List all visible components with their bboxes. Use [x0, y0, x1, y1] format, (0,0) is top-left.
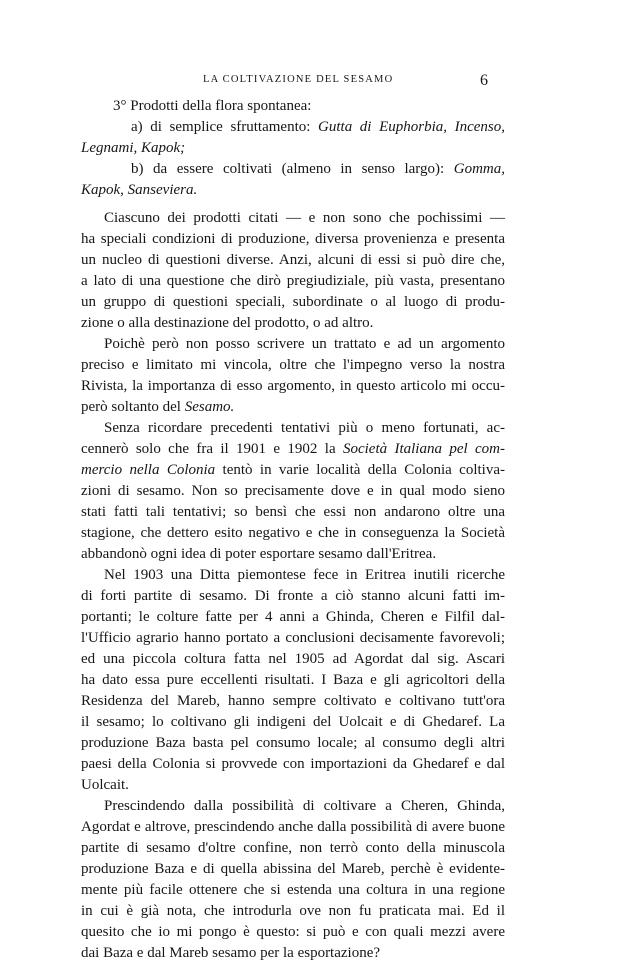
paragraph-line: a lato di una questione che dirò pregiudiziale, più vasta, presentano — [81, 273, 505, 289]
page-header — [0, 72, 644, 94]
paragraph-line: però soltanto del Sesamo. — [81, 399, 235, 415]
paragraph-line: un gruppo di questioni speciali, subordinate o al luogo di produ- — [81, 294, 505, 310]
paragraph-2 — [81, 334, 505, 418]
paragraph-line: zioni di sesamo. Non so precisamente dove e in qual modo sieno — [81, 483, 505, 499]
paragraph-line: Agordat e altrove, prescindendo anche dalla possibilità di avere buone — [81, 819, 505, 835]
paragraph-line: in cui è già nota, che introdurla ove non fu praticata mai. Ed il — [81, 903, 505, 919]
paragraph-line: quesito che io mi pongo è questo: si può e con quali mezzi avere — [81, 924, 505, 940]
paragraph-line: stagione, che dettero esito negativo e che in conseguenza la Società — [81, 525, 505, 541]
paragraph-line: Uolcait. — [81, 777, 129, 793]
paragraph-line: Poichè però non posso scrivere un trattato e ad un argomento — [104, 336, 505, 352]
paragraph-line: mercio nella Colonia tentò in varie località della Colonia coltiva- — [81, 462, 505, 478]
paragraph-line: ed una piccola coltura fatta nel 1905 ad Agordat dal sig. Ascari — [81, 651, 505, 667]
paragraph-line: Senza ricordare precedenti tentativi più o meno fortunati, ac- — [104, 420, 505, 436]
paragraph-line: mente più facile ottenere che si estenda una coltura in una regione — [81, 882, 505, 898]
page-number: 6 — [480, 72, 488, 89]
paragraph-line: un nucleo di questioni diverse. Anzi, alcuni di essi si può dire che, — [81, 252, 505, 268]
paragraph-line: ha speciali condizioni di produzione, diversa provenienza e presenta — [81, 231, 505, 247]
paragraph-line: Ciascuno dei prodotti citati — e non sono che pochissimi — — [104, 210, 505, 226]
list-item-a-cont: Legnami, Kapok; — [81, 140, 186, 156]
paragraph-line: Residenza del Mareb, hanno sempre coltivato e coltivano tutt'ora — [81, 693, 505, 709]
list-heading: 3° Prodotti della flora spontanea: — [113, 98, 312, 114]
list-item-b: b) da essere coltivati (almeno in senso largo): Gomma, — [131, 161, 505, 177]
paragraph-line: paesi della Colonia si provvede con importazioni da Ghedaref e dal — [81, 756, 505, 772]
paragraph-line: zione o alla destinazione del prodotto, o ad altro. — [81, 315, 374, 331]
paragraph-line: preciso e limitato mi vincola, oltre che l'impegno verso la nostra — [81, 357, 505, 373]
paragraph-line: Prescindendo dalla possibilità di coltivare a Cheren, Ghinda, — [104, 798, 505, 814]
list-item-b-cont: Kapok, Sanseviera. — [81, 182, 198, 198]
paragraph-line: partite di sesamo d'oltre confine, non terrò conto della minuscola — [81, 840, 505, 856]
body-text — [81, 96, 505, 964]
paragraph-4 — [81, 565, 505, 796]
paragraph-line: di forti partite di sesamo. Di fronte a ciò stanno alcuni fatti im- — [81, 588, 505, 604]
paragraph-line: produzione Baza e di quella abissina del Mareb, perchè è evidente- — [81, 861, 505, 877]
paragraph-1 — [81, 208, 505, 334]
list-item-a: a) di semplice sfruttamento: Gutta di Euphorbia, Incenso, — [131, 119, 505, 135]
paragraph-line: ha dato essa pure eccellenti risultati. I Baza e gli agricoltori della — [81, 672, 505, 688]
running-title: LA COLTIVAZIONE DEL SESAMO — [203, 74, 394, 85]
paragraph-line: Nel 1903 una Ditta piemontese fece in Eritrea inutili ricerche — [104, 567, 505, 583]
paragraph-line: Rivista, la importanza di esso argomento, in questo articolo mi occu- — [81, 378, 505, 394]
paragraph-line: produzione Baza basta pel consumo locale; al consumo degli altri — [81, 735, 505, 751]
paragraph-line: il sesamo; lo coltivano gli indigeni del Uolcait e di Ghedaref. La — [81, 714, 505, 730]
paragraph-line: abbandonò ogni idea di poter esportare sesamo dall'Eritrea. — [81, 546, 437, 562]
paragraph-line: l'Ufficio agrario hanno portato a conclusioni decisamente favorevoli; — [81, 630, 505, 646]
paragraph-5 — [81, 796, 505, 964]
paragraph-line: stati fatti tali tentativi; so bensì che essi non andarono oltre una — [81, 504, 505, 520]
paragraph-line: dai Baza e dal Mareb sesamo per la esportazione? — [81, 945, 381, 961]
paragraph-line: cennerò solo che fra il 1901 e 1902 la Società Italiana pel com- — [81, 441, 505, 457]
paragraph-3 — [81, 418, 505, 565]
paragraph-line: portanti; le colture fatte per 4 anni a Ghinda, Cheren e Filfil dal- — [81, 609, 505, 625]
